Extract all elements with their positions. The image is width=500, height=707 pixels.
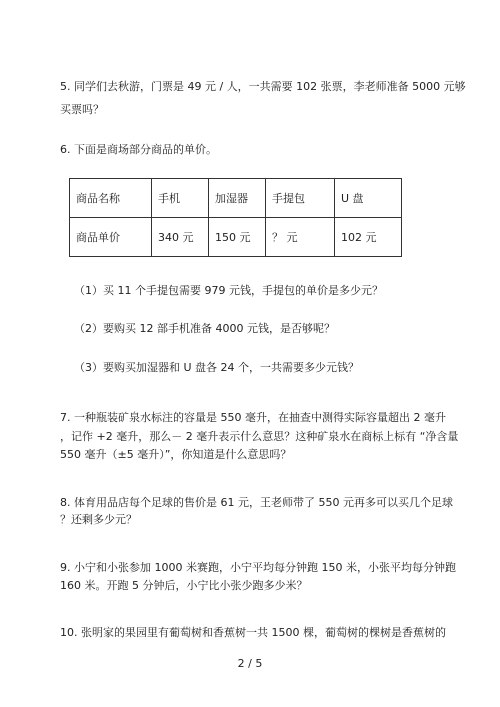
page-number: 2 / 5 <box>237 657 263 670</box>
table-cell: ？ 元 <box>266 218 335 257</box>
q7-line1: 7. 一种瓶装矿泉水标注的容量是 550 毫升，在抽查中测得实际容量超出 2 毫升 <box>60 411 446 424</box>
q8-line1: 8. 体育用品店每个足球的售价是 61 元，王老师带了 550 元再多可以买几个足球 <box>60 496 453 509</box>
table-cell: 手提包 <box>266 179 335 218</box>
q6-sub3: （3）要购买加湿器和 U 盘各 24 个，一共需要多少元钱？ <box>74 361 360 374</box>
table-cell: 商品单价 <box>70 218 152 257</box>
price-table <box>69 178 402 257</box>
table-cell: 150 元 <box>209 218 266 257</box>
table-row <box>70 179 402 218</box>
table-cell: 340 元 <box>152 218 209 257</box>
table-cell: 手机 <box>152 179 209 218</box>
q10-line1: 10. 张明家的果园里有葡萄树和香蕉树一共 1500 棵，葡萄树的棵树是香蕉树的 <box>60 626 446 639</box>
q5-line2: 买票吗？ <box>60 103 104 116</box>
q6-sub1: （1）买 11 个手提包需要 979 元钱，手提包的单价是多少元？ <box>74 284 383 297</box>
q9-line1: 9. 小宁和小张参加 1000 米赛跑，小宁平均每分钟跑 150 米，小张平均每分钟跑 <box>60 561 456 574</box>
table-cell: 102 元 <box>335 218 402 257</box>
table-cell: 商品名称 <box>70 179 152 218</box>
q5-line1: 5. 同学们去秋游，门票是 49 元 / 人，一共需要 102 张票，李老师准备 5000 元够 <box>60 80 466 93</box>
q6-sub2: （2）要购买 12 部手机准备 4000 元钱，是否够呢？ <box>74 322 335 335</box>
table-cell: U 盘 <box>335 179 402 218</box>
q7-line2: ，记作 +2 毫升，那么－ 2 毫升表示什么意思？这种矿泉水在商标上标有 “净含量 <box>60 430 459 443</box>
q8-line2: ？还剩多少元？ <box>60 513 137 526</box>
table-row <box>70 218 402 257</box>
table-cell: 加湿器 <box>209 179 266 218</box>
q7-line3: 550 毫升（±5 毫升）”，你知道是什么意思吗？ <box>60 448 292 461</box>
q6-intro: 6. 下面是商场部分商品的单价。 <box>60 143 217 156</box>
q9-line2: 160 米。开跑 5 分钟后，小宁比小张少跑多少米？ <box>60 579 308 592</box>
